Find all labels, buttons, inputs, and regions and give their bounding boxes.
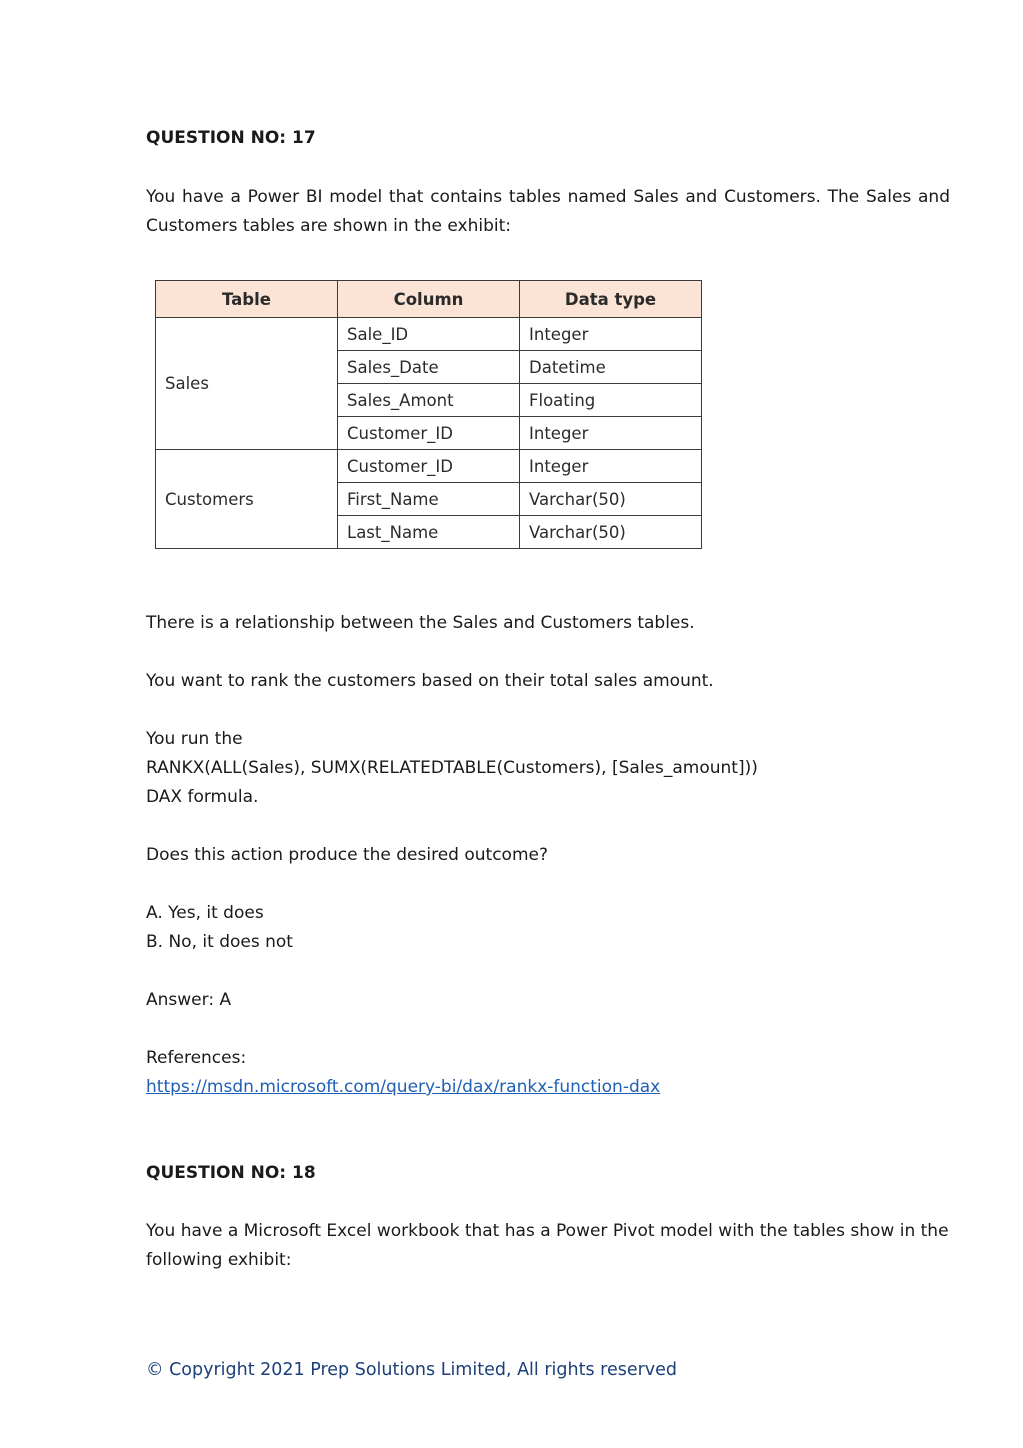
question-18-heading: QUESTION NO: 18	[146, 1163, 316, 1183]
question-prompt: Does this action produce the desired outcome?	[146, 845, 548, 865]
question-18-intro	[146, 1217, 950, 1275]
group-sales: Sales	[156, 318, 338, 450]
data-type: Datetime	[520, 351, 702, 384]
data-type: Integer	[520, 318, 702, 351]
column-name: Sale_ID	[338, 318, 520, 351]
run-line-1: You run the	[146, 729, 243, 749]
question-18-intro-line-1: You have a Microsoft Excel workbook that has a Power Pivot model with the tables show in the	[146, 1221, 949, 1241]
data-type: Integer	[520, 450, 702, 483]
data-type: Varchar(50)	[520, 516, 702, 549]
exhibit-table	[155, 280, 702, 549]
table-row	[156, 450, 702, 483]
copyright-footer: © Copyright 2021 Prep Solutions Limited, All rights reserved	[146, 1360, 678, 1380]
data-type: Varchar(50)	[520, 483, 702, 516]
data-type: Integer	[520, 417, 702, 450]
header-column: Column	[338, 281, 520, 318]
group-customers: Customers	[156, 450, 338, 549]
header-table: Table	[156, 281, 338, 318]
goal-statement: You want to rank the customers based on their total sales amount.	[146, 671, 714, 691]
question-17-heading: QUESTION NO: 17	[146, 128, 316, 148]
dax-formula-block	[146, 725, 950, 812]
answer-options	[146, 899, 950, 957]
column-name: Customer_ID	[338, 450, 520, 483]
relationship-statement: There is a relationship between the Sales and Customers tables.	[146, 613, 695, 633]
column-name: Sales_Amont	[338, 384, 520, 417]
run-line-3: DAX formula.	[146, 787, 259, 807]
option-a: A. Yes, it does	[146, 903, 264, 923]
question-17-intro: You have a Power BI model that contains tables named Sales and Customers. The Sales and Customers tables are shown in the exhibit:	[146, 187, 950, 236]
references-label: References:	[146, 1048, 247, 1068]
table-row	[156, 318, 702, 351]
column-name: Sales_Date	[338, 351, 520, 384]
answer-line: Answer: A	[146, 990, 232, 1010]
option-b: B. No, it does not	[146, 932, 293, 952]
data-type: Floating	[520, 384, 702, 417]
column-name: Last_Name	[338, 516, 520, 549]
reference-link[interactable]: https://msdn.microsoft.com/query-bi/dax/rankx-function-dax	[146, 1077, 661, 1097]
column-name: First_Name	[338, 483, 520, 516]
dax-formula: RANKX(ALL(Sales), SUMX(RELATEDTABLE(Customers), [Sales_amount]))	[146, 758, 758, 778]
exhibit-header-row	[156, 281, 702, 318]
header-data-type: Data type	[520, 281, 702, 318]
question-18-intro-line-2: following exhibit:	[146, 1250, 292, 1270]
column-name: Customer_ID	[338, 417, 520, 450]
references-block	[146, 1044, 950, 1102]
